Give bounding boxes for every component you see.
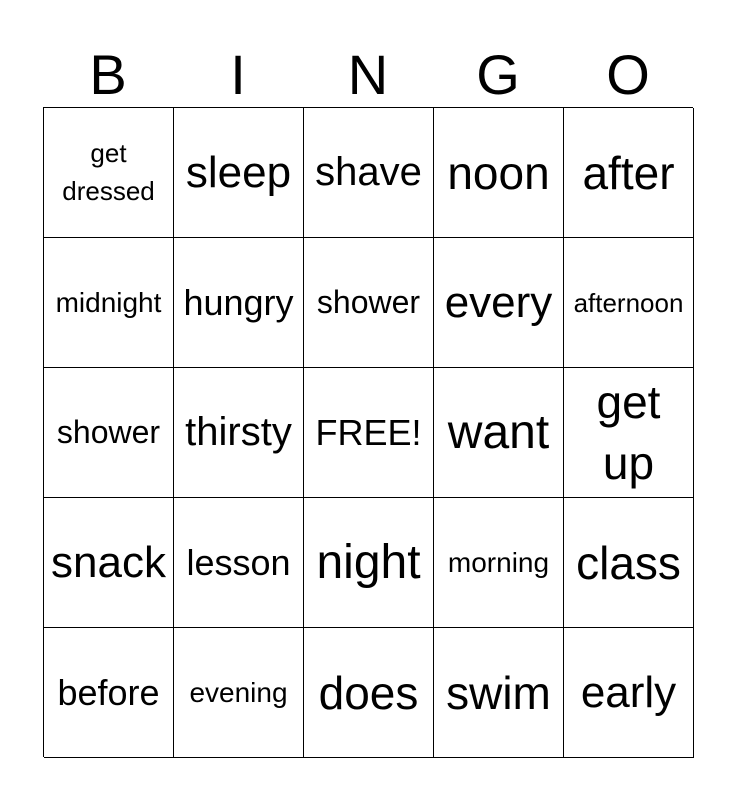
- cell-word: does: [318, 666, 419, 719]
- header-letter-i: I: [230, 43, 246, 106]
- bingo-cell[interactable]: [434, 238, 564, 368]
- cell-word: class: [576, 536, 681, 589]
- bingo-cell[interactable]: [44, 628, 174, 758]
- bingo-cell[interactable]: [564, 368, 694, 498]
- bingo-cell[interactable]: [564, 108, 694, 238]
- cell-word: want: [447, 406, 550, 459]
- bingo-cell[interactable]: [174, 368, 304, 498]
- bingo-cell[interactable]: [304, 628, 434, 758]
- free-space-label: FREE!: [315, 411, 422, 453]
- bingo-cell[interactable]: [304, 108, 434, 238]
- cell-word: shave: [315, 150, 422, 194]
- header-letter-n: N: [347, 43, 389, 106]
- cell-word: get dressed: [62, 137, 155, 206]
- cell-word: shower: [56, 414, 161, 450]
- bingo-cell[interactable]: [174, 628, 304, 758]
- bingo-cell[interactable]: [174, 238, 304, 368]
- bingo-cell[interactable]: [44, 498, 174, 628]
- header-letter-o: O: [606, 43, 650, 106]
- free-space-cell[interactable]: [304, 368, 434, 498]
- bingo-cell[interactable]: [434, 628, 564, 758]
- cell-word: midnight: [55, 286, 162, 318]
- cell-word: before: [57, 671, 160, 713]
- bingo-cell[interactable]: [434, 368, 564, 498]
- bingo-cell[interactable]: [564, 238, 694, 368]
- cell-word: morning: [447, 546, 550, 578]
- bingo-board: [43, 107, 693, 757]
- cell-word: night: [316, 536, 421, 589]
- cell-word: evening: [189, 676, 288, 708]
- bingo-cell[interactable]: [44, 108, 174, 238]
- cell-word: lesson: [186, 541, 291, 583]
- cell-word: swim: [446, 666, 551, 719]
- bingo-cell[interactable]: [564, 628, 694, 758]
- cell-word: hungry: [183, 281, 294, 323]
- cell-word: shower: [316, 284, 421, 320]
- bingo-cell[interactable]: [564, 498, 694, 628]
- cell-word: early: [580, 667, 677, 717]
- bingo-cell[interactable]: [44, 368, 174, 498]
- cell-word: sleep: [185, 147, 292, 197]
- bingo-cell[interactable]: [304, 238, 434, 368]
- cell-word: after: [582, 146, 675, 199]
- header-letter-g: G: [476, 43, 520, 106]
- cell-word: noon: [447, 146, 550, 199]
- cell-word: every: [444, 277, 553, 327]
- cell-word: get up: [596, 375, 661, 489]
- header-letter-b: B: [89, 43, 127, 106]
- cell-word: thirsty: [185, 410, 292, 454]
- bingo-cell[interactable]: [174, 498, 304, 628]
- bingo-cell[interactable]: [304, 498, 434, 628]
- cell-word: afternoon: [573, 287, 684, 318]
- cell-word: snack: [51, 537, 166, 587]
- bingo-cell[interactable]: [174, 108, 304, 238]
- bingo-header: [43, 42, 693, 108]
- bingo-cell[interactable]: [44, 238, 174, 368]
- bingo-cell[interactable]: [434, 498, 564, 628]
- bingo-cell[interactable]: [434, 108, 564, 238]
